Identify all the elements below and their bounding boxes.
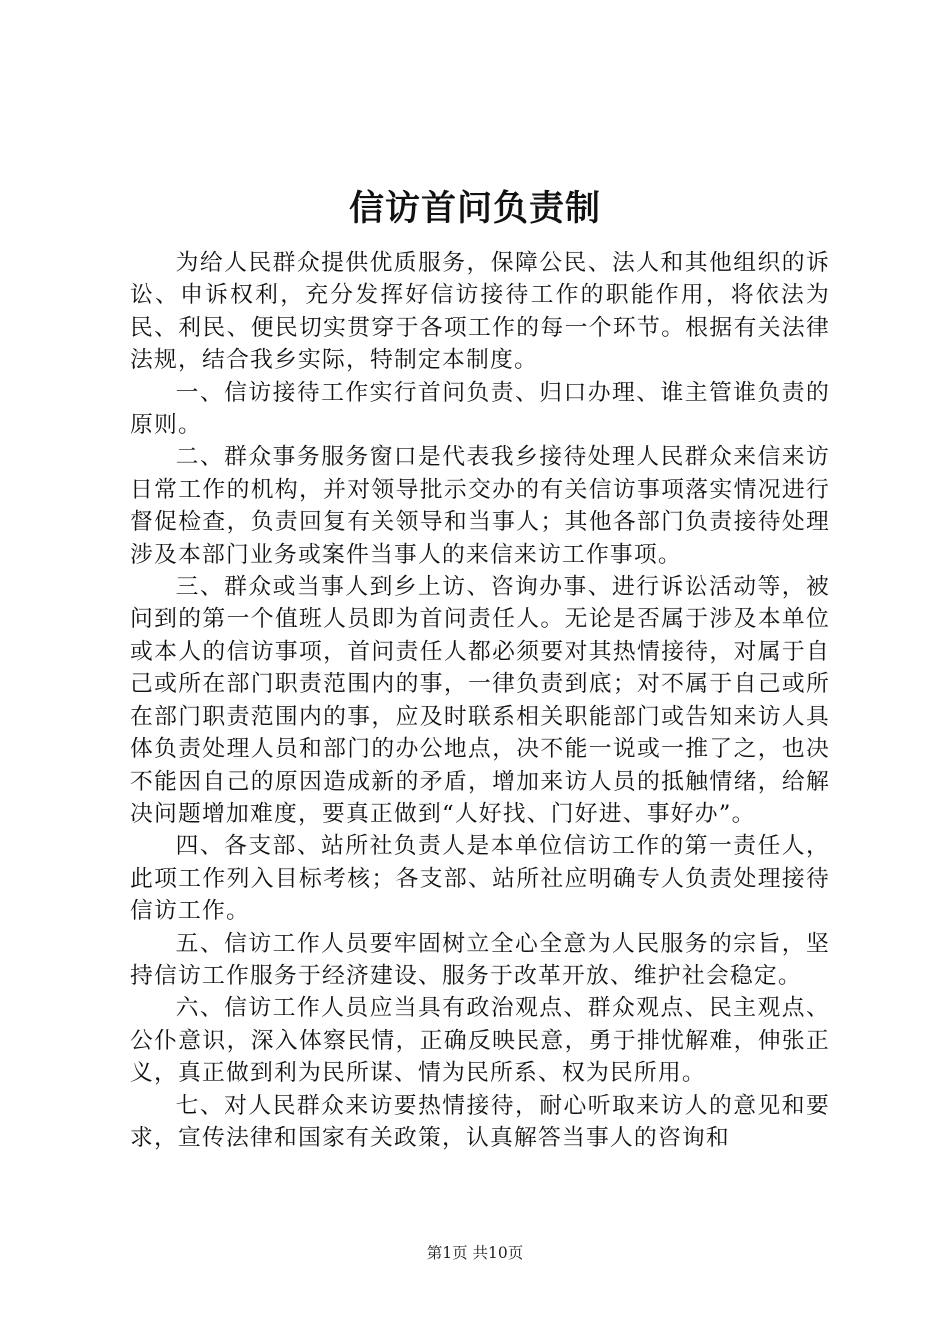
paragraph-item-2: 二、群众事务服务窗口是代表我乡接待处理人民群众来信来访日常工作的机构，并对领导批示交办的有关信访事项落实情况进行督促检查，负责回复有关领导和当事人；其他各部门负责接待处理涉及本部门业务或案件当事人的来信来访工作事项。 <box>130 444 830 568</box>
paragraph-item-5: 五、信访工作人员要牢固树立全心全意为人民服务的宗旨，坚持信访工作服务于经济建设、服务于改革开放、维护社会稳定。 <box>130 930 830 989</box>
paragraph-item-1: 一、信访接待工作实行首问负责、归口办理、谁主管谁负责的原则。 <box>130 379 830 439</box>
document-title: 信访首问负责制 <box>348 188 601 229</box>
document-body <box>130 247 830 1154</box>
paragraph-item-4: 四、各支部、站所社负责人是本单位信访工作的第一责任人，此项工作列入目标考核；各支部、站所社应明确专人负责处理接待信访工作。 <box>130 833 830 925</box>
paragraph-item-7: 七、对人民群众来访要热情接待，耐心听取来访人的意见和要求，宣传法律和国家有关政策，认真解答当事人的咨询和 <box>130 1092 830 1151</box>
paragraph-item-6: 六、信访工作人员应当具有政治观点、群众观点、民主观点、公仆意识，深入体察民情，正确反映民意，勇于排忧解难，伸张正义，真正做到利为民所谋、情为民所系、权为民所用。 <box>130 995 830 1087</box>
paragraph-intro: 为给人民群众提供优质服务，保障公民、法人和其他组织的诉讼、申诉权利，充分发挥好信访接待工作的职能作用，将依法为民、利民、便民切实贯穿于各项工作的每一个环节。根据有关法律法规，结合我乡实际，特制定本制度。 <box>130 250 830 374</box>
paragraph-item-3: 三、群众或当事人到乡上访、咨询办事、进行诉讼活动等，被问到的第一个值班人员即为首问责任人。无论是否属于涉及本单位或本人的信访事项，首问责任人都必须要对其热情接待，对属于自己或所在部门职责范围内的事，一律负责到底；对不属于自己或所在部门职责范围内的事，应及时联系相关职能部门或告知来访人具体负责处理人员和部门的办公地点，决不能一说或一推了之，也决不能因自己的原因造成新的矛盾，增加来访人员的抵触情绪，给解决问题增加难度，要真正做到“人好找、门好进、事好办”。 <box>130 574 830 827</box>
page-number-footer: 第1页 共10页 <box>426 1244 524 1262</box>
